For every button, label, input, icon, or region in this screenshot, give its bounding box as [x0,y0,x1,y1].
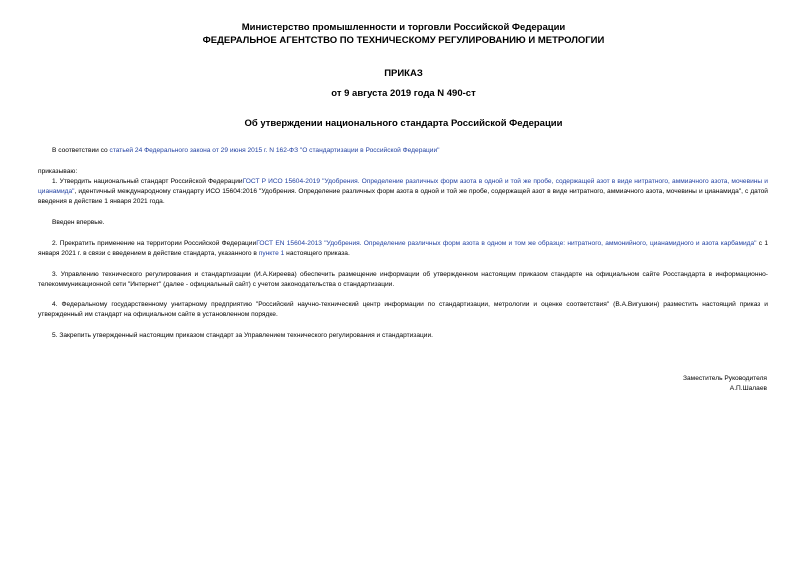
document-type: ПРИКАЗ [384,68,423,79]
introduced-note: Введен впервые. [52,219,105,226]
preamble [38,146,768,156]
item-2-pre: 2. Прекратить применение на территории Российской Федерации [52,240,257,247]
gost-en-link[interactable]: ГОСТ EN 15604-2013 "Удобрения. Определение различных форм азота в одном и том же образце: нитратного, аммонийного, цианамидного и азота карбамида" [256,240,757,247]
item-2 [38,239,768,259]
item-1-ref-link[interactable]: пункте 1 [258,250,285,257]
item-4: 4. Федеральному государственному унитарному предприятию "Российский научно-технический центр информации по стандартизации, метрологии и оценке соответствия" (В.А.Вигушкин) разместить настоящий приказ и утвержденный им стандарт на официальном сайте в установленном порядке. [38,301,768,318]
law-link[interactable]: статьей 24 Федерального закона от 29 июня 2015 г. N 162-ФЗ "О стандартизации в Российской Федерации" [109,147,440,154]
item-3: 3. Управлению технического регулирования и стандартизации (И.А.Киреева) обеспечить размещение информации об утвержденном настоящим приказом стандарте на официальном сайте Росстандарта в информационно-телекоммуникационной сети "Интернет" (далее - официальный сайт) с учетом законодательства о стандартизации. [38,271,768,288]
item-2-post: настоящего приказа. [284,250,350,257]
item-1 [38,177,768,207]
item-1-post: , идентичный международному стандарту ИСО 15604:2016 "Удобрения. Определение различных форм азота в одной и той же пробе, содержащей азот в виде нитратного, аммиачного азота, мочевины и цианамида", с датой введения в действие 1 января 2021 года. [38,188,768,205]
item-5: 5. Закрепить утвержденный настоящим приказом стандарт за Управлением технического регулирования и стандартизации. [52,332,433,339]
item-2-mid: с 1 января 2021 г. в связи с введением в действие стандарта, указанного в [38,240,768,257]
agency-title: ФЕДЕРАЛЬНОЕ АГЕНТСТВО ПО ТЕХНИЧЕСКОМУ РЕГУЛИРОВАНИЮ И МЕТРОЛОГИИ [202,35,605,46]
order-word: приказываю: [38,168,78,175]
ministry-title: Министерство промышленности и торговли Российской Федерации [241,22,566,33]
item-1-pre: 1. Утвердить национальный стандарт Российской Федерации [52,178,243,185]
gost-r-iso-link[interactable]: ГОСТ Р ИСО 15604-2019 "Удобрения. Определение различных форм азота в одной и той же пробе, содержащей азот в виде нитратного, аммиачного азота, мочевины и цианамида" [38,178,768,195]
preamble-text: В соответствии со [52,147,110,154]
signatory-name: А.П.Шалаев [729,385,767,392]
document-date-number: от 9 августа 2019 года N 490-ст [331,88,476,99]
document-subject: Об утверждении национального стандарта Российской Федерации [244,118,563,129]
signatory-position: Заместитель Руководителя [683,375,767,382]
